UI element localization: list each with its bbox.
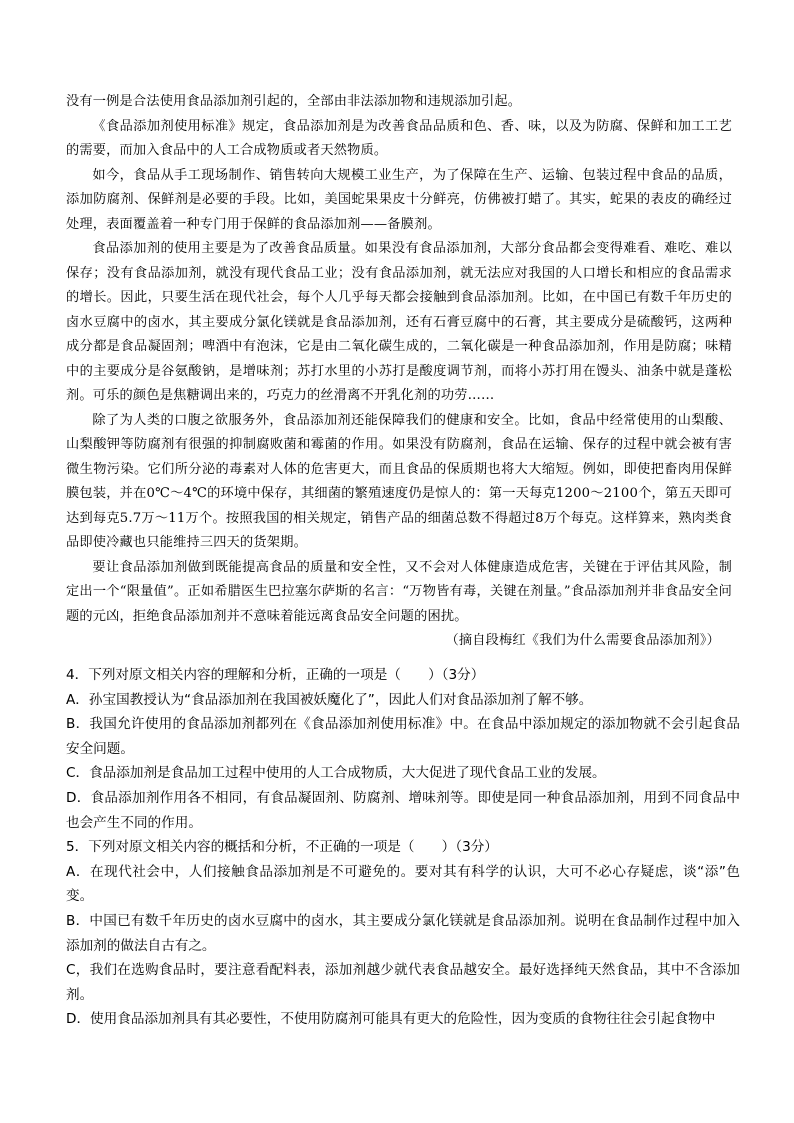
- passage-paragraph: 食品添加剂的使用主要是为了改善食品质量。如果没有食品添加剂，大部分食品都会变得难看、难吃、难以保存；没有食品添加剂，就没有现代食品工业；没有食品添加剂，就无法应对我国的人口增长和相应的食品需求的增长。因此，只要生活在现代社会，每个人几乎每天都会接触到食品添加剂。比如，在中国已有数千年历史的卤水豆腐中的卤水，其主要成分氯化镁就是食品添加剂，还有石膏豆腐中的石膏，其主要成分是硫酸钙，这两种成分都是食品凝固剂；啤酒中有泡沫，它是由二氧化碳生成的，二氧化碳是一种食品添加剂，作用是防腐；味精中的主要成分是谷氨酸钠，是增味剂；苏打水里的小苏打是酸度调节剂，而将小苏打用在馒头、油条中就是蓬松剂。可乐的颜色是焦糖调出来的，巧克力的丝滑离不开乳化剂的功劳……: [66, 241, 732, 403]
- passage-paragraph: 《食品添加剂使用标准》规定，食品添加剂是为改善食品品质和色、香、味，以及为防腐、保鲜和加工工艺的需要，而加入食品中的人工合成物质或者天然物质。: [66, 118, 732, 158]
- question-5-option-b: B．中国已有数千年历史的卤水豆腐中的卤水，其主要成分氯化镁就是食品添加剂。说明在食品制作过程中加入添加剂的做法自古有之。: [66, 912, 740, 954]
- question-5-option-c: C，我们在选购食品时，要注意看配料表，添加剂越少就代表食品越安全。最好选择纯天然食品，其中不含添加剂。: [66, 962, 740, 1003]
- passage-paragraph: 除了为人类的口腹之欲服务外，食品添加剂还能保障我们的健康和安全。比如，食品中经常使用的山梨酸、山梨酸钾等防腐剂有很强的抑制腐败菌和霉菌的作用。如果没有防腐剂，食品在运输、保存的过程中就会被有害微生物污染。它们所分泌的毒素对人体的危害更大，而且食品的保质期也将大大缩短。例如，即使把畜肉用保鲜膜包装，并在0℃～4℃的环境中保存，其细菌的繁殖速度仍是惊人的：第一天每克1200～2100个，第五天即可达到每克5.7万～11万个。按照我国的相关规定，销售产品的细菌总数不得超过8万个每克。这样算来，熟肉类食品即使冷藏也只能维持三四天的货架期。: [66, 412, 732, 550]
- passage-paragraph: 要让食品添加剂做到既能提高食品的质量和安全性，又不会对人体健康造成危害，关键在于评估其风险，制定出一个“限量值”。正如希腊医生巴拉塞尔萨斯的名言：“万物皆有毒，关键在剂量。”食品添加剂并非食品安全问题的元凶，拒绝食品添加剂并不意味着能远离食品安全问题的困扰。: [66, 559, 732, 624]
- question-4-option-a: A．孙宝国教授认为“食品添加剂在我国被妖魔化了”，因此人们对食品添加剂了解不够。: [66, 691, 593, 708]
- reading-passage: [66, 90, 732, 654]
- question-5-stem: 5．下列对原文相关内容的概括和分析，不正确的一项是（ ）（3分）: [66, 839, 498, 856]
- question-4-stem: 4．下列对原文相关内容的理解和分析，正确的一项是（ ）（3分）: [66, 667, 485, 683]
- question-5-option-a: A．在现代社会中，人们接触食品添加剂是不可避免的。要对其有科学的认识，大可不必心存疑虑，谈“添”色变。: [66, 863, 740, 905]
- passage-source: （摘自段梅红《我们为什么需要食品添加剂》）: [445, 633, 720, 648]
- question-4-option-b: B．我国允许使用的食品添加剂都列在《食品添加剂使用标准》中。在食品中添加规定的添加物就不会引起食品安全问题。: [66, 716, 740, 757]
- question-section: [66, 663, 740, 1032]
- question-4-option-d: D．食品添加剂作用各不相同，有食品凝固剂、防腐剂、增味剂等。即使是同一种食品添加剂，用到不同食品中也会产生不同的作用。: [66, 789, 740, 831]
- passage-paragraph: 如今，食品从手工现场制作、销售转向大规模工业生产，为了保障在生产、运输、包装过程中食品的品质，添加防腐剂、保鲜剂是必要的手段。比如，美国蛇果果皮十分鲜亮，仿佛被打蜡了。其实，蛇果的表皮的确经过处理，表面覆盖着一种专门用于保鲜的食品添加剂——备膜剂。: [66, 167, 732, 232]
- passage-paragraph: 没有一例是合法使用食品添加剂引起的，全部由非法添加物和违规添加引起。: [66, 94, 522, 109]
- question-5-option-d: D．使用食品添加剂具有其必要性，不使用防腐剂可能具有更大的危险性，因为变质的食物往往会引起食物中: [66, 1011, 716, 1028]
- question-4-option-c: C．食品添加剂是食品加工过程中使用的人工合成物质，大大促进了现代食品工业的发展。: [66, 765, 606, 782]
